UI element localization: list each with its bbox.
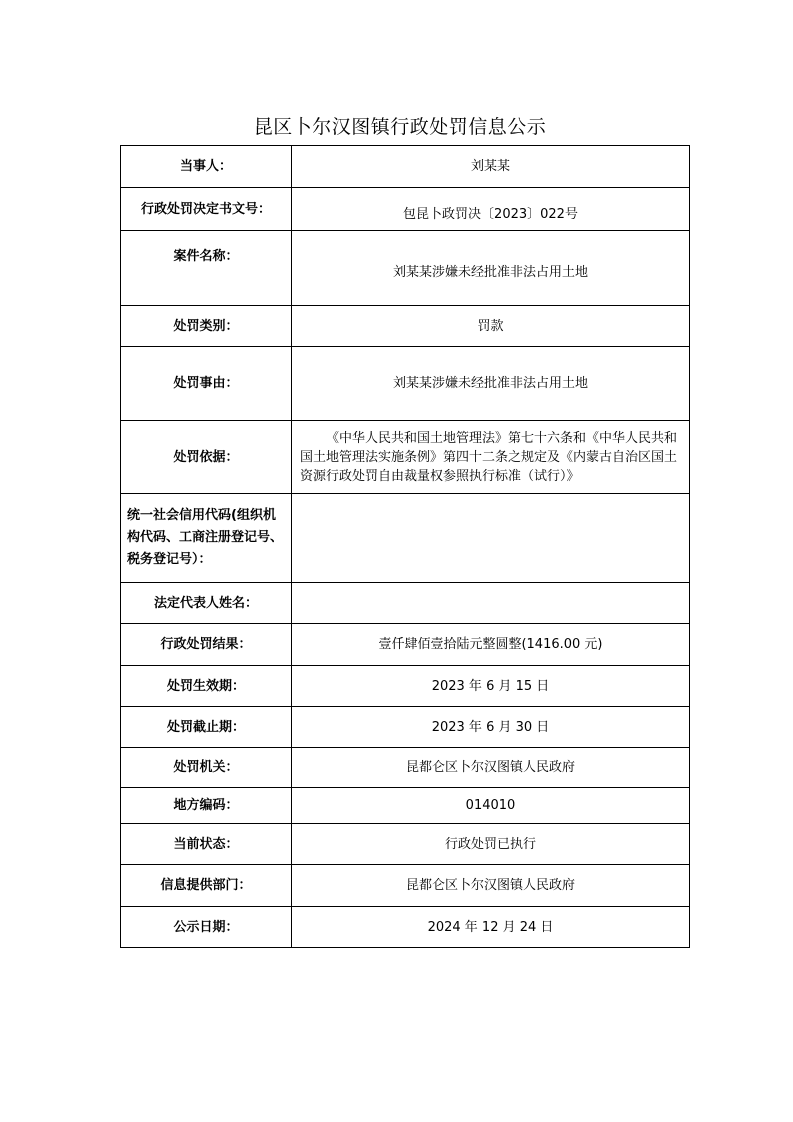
- publication-date-label: 公示日期：: [121, 907, 292, 948]
- deadline-date-value: 2023 年 6 月 30 日: [292, 707, 690, 748]
- penalty-reason-value: 刘某某涉嫌未经批准非法占用土地: [292, 347, 690, 421]
- case-name-label: 案件名称：: [121, 231, 292, 306]
- table-row: [121, 494, 690, 583]
- table-row: [121, 748, 690, 788]
- table-row: [121, 865, 690, 907]
- penalty-type-value: 罚款: [292, 306, 690, 347]
- decision-number-value: 包昆卜政罚决〔2023〕022号: [403, 206, 578, 222]
- penalty-type-label: 处罚类别：: [121, 306, 292, 347]
- deadline-date-label: 处罚截止期：: [121, 707, 292, 748]
- effective-date-value: 2023 年 6 月 15 日: [292, 666, 690, 707]
- legal-rep-value: [292, 583, 690, 624]
- penalty-basis-cell: [292, 421, 690, 494]
- region-code-value: 014010: [292, 788, 690, 824]
- info-provider-value: 昆都仑区卜尔汉图镇人民政府: [292, 865, 690, 907]
- penalty-result-value: 壹仟肆佰壹拾陆元整圆整(1416.00 元): [292, 624, 690, 666]
- penalty-result-label: 行政处罚结果：: [121, 624, 292, 666]
- penalty-authority-label: 处罚机关：: [121, 748, 292, 788]
- table-row: [121, 583, 690, 624]
- publication-date-value: 2024 年 12 月 24 日: [292, 907, 690, 948]
- table-row: [121, 306, 690, 347]
- legal-rep-label: 法定代表人姓名：: [121, 583, 292, 624]
- table-row: [121, 707, 690, 748]
- penalty-info-table: [120, 145, 690, 948]
- table-row: [121, 788, 690, 824]
- current-status-value: 行政处罚已执行: [292, 824, 690, 865]
- table-row: [121, 421, 690, 494]
- decision-number-label: 行政处罚决定书文号：: [121, 188, 292, 231]
- table-row: [121, 347, 690, 421]
- page-title: 昆区卜尔汉图镇行政处罚信息公示: [253, 116, 547, 138]
- table-row: [121, 188, 690, 231]
- current-status-label: 当前状态：: [121, 824, 292, 865]
- penalty-authority-value: 昆都仑区卜尔汉图镇人民政府: [292, 748, 690, 788]
- table-row: [121, 824, 690, 865]
- party-label: 当事人：: [121, 146, 292, 188]
- case-name-value: 刘某某涉嫌未经批准非法占用土地: [292, 231, 690, 306]
- decision-number-cell: [292, 188, 690, 231]
- credit-code-label-text: 统一社会信用代码(组织机构代码、工商注册登记号、税务登记号）：: [127, 508, 284, 567]
- info-provider-label: 信息提供部门：: [121, 865, 292, 907]
- table-row: [121, 666, 690, 707]
- credit-code-label: [121, 494, 292, 583]
- penalty-basis-label: 处罚依据：: [121, 421, 292, 494]
- effective-date-label: 处罚生效期：: [121, 666, 292, 707]
- party-value: 刘某某: [292, 146, 690, 188]
- table-row: [121, 624, 690, 666]
- table-row: [121, 907, 690, 948]
- table-row: [121, 231, 690, 306]
- table-row: [121, 146, 690, 188]
- penalty-basis-value: 《中华人民共和国土地管理法》第七十六条和《中华人民共和国土地管理法实施条例》第四十二条之规定及《内蒙古自治区国土资源行政处罚自由裁量权参照执行标准（试行）》: [300, 430, 678, 484]
- credit-code-value: [292, 494, 690, 583]
- penalty-reason-label: 处罚事由：: [121, 347, 292, 421]
- region-code-label: 地方编码：: [121, 788, 292, 824]
